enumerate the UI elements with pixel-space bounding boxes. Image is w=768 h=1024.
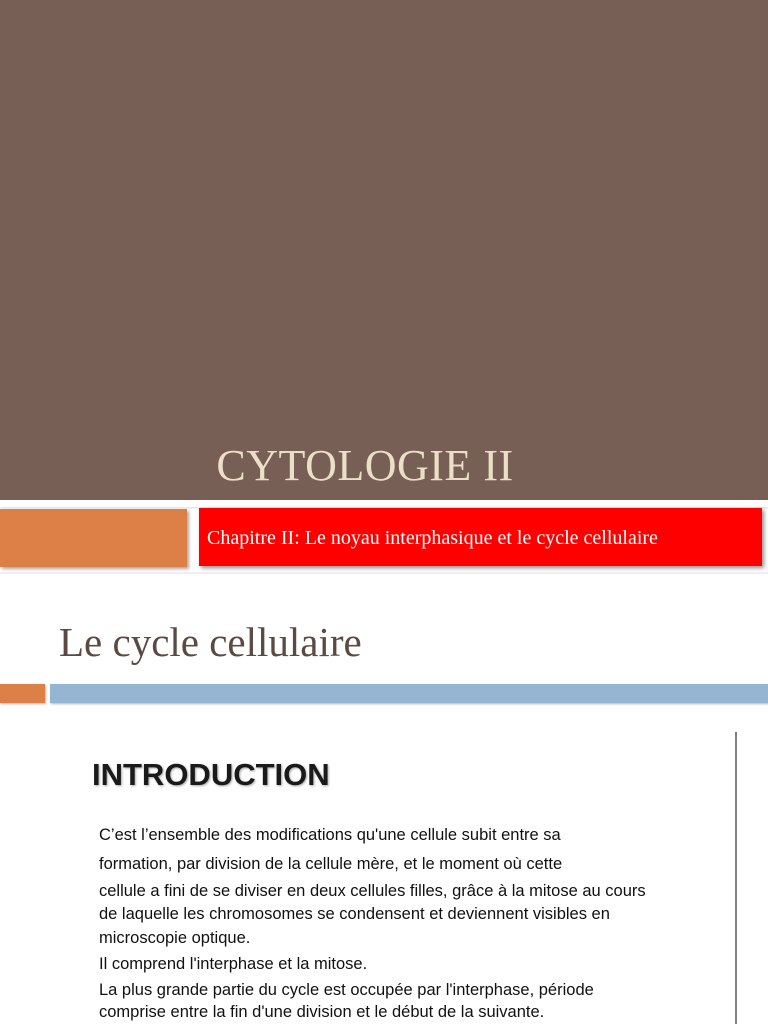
- content-slide-title: Le cycle cellulaire: [59, 619, 362, 665]
- paragraph-line: Il comprend l'interphase et la mitose.: [99, 955, 368, 973]
- slide-title: CYTOLOGIE II: [216, 441, 514, 490]
- vertical-rule: [735, 732, 737, 1024]
- slide-subtitle: Chapitre II: Le noyau interphasique et le cycle cellulaire: [207, 527, 658, 549]
- title-slide-header-band: [0, 0, 768, 500]
- paragraph-line: microscopie optique.: [99, 929, 251, 947]
- slide-separator: [0, 572, 768, 574]
- paragraph-line: de laquelle les chromosomes se condensent et deviennent visibles en: [99, 905, 610, 923]
- orange-accent-block: [0, 509, 187, 567]
- paragraph-line: cellule a fini de se diviser en deux cellules filles, grâce à la mitose au cours: [99, 882, 646, 900]
- paragraph-line: C’est l’ensemble des modifications qu'une cellule subit entre sa: [99, 826, 561, 844]
- blue-accent-bar: [50, 684, 768, 703]
- title-divider: [0, 500, 768, 507]
- paragraph-line: formation, par division de la cellule mère, et le moment où cette: [99, 855, 563, 873]
- orange-accent-bar: [0, 684, 45, 703]
- paragraph-line: La plus grande partie du cycle est occupée par l'interphase, période: [99, 981, 594, 999]
- introduction-heading: INTRODUCTION: [92, 757, 330, 792]
- paragraph-line: comprise entre la fin d'une division et le début de la suivante.: [99, 1003, 545, 1021]
